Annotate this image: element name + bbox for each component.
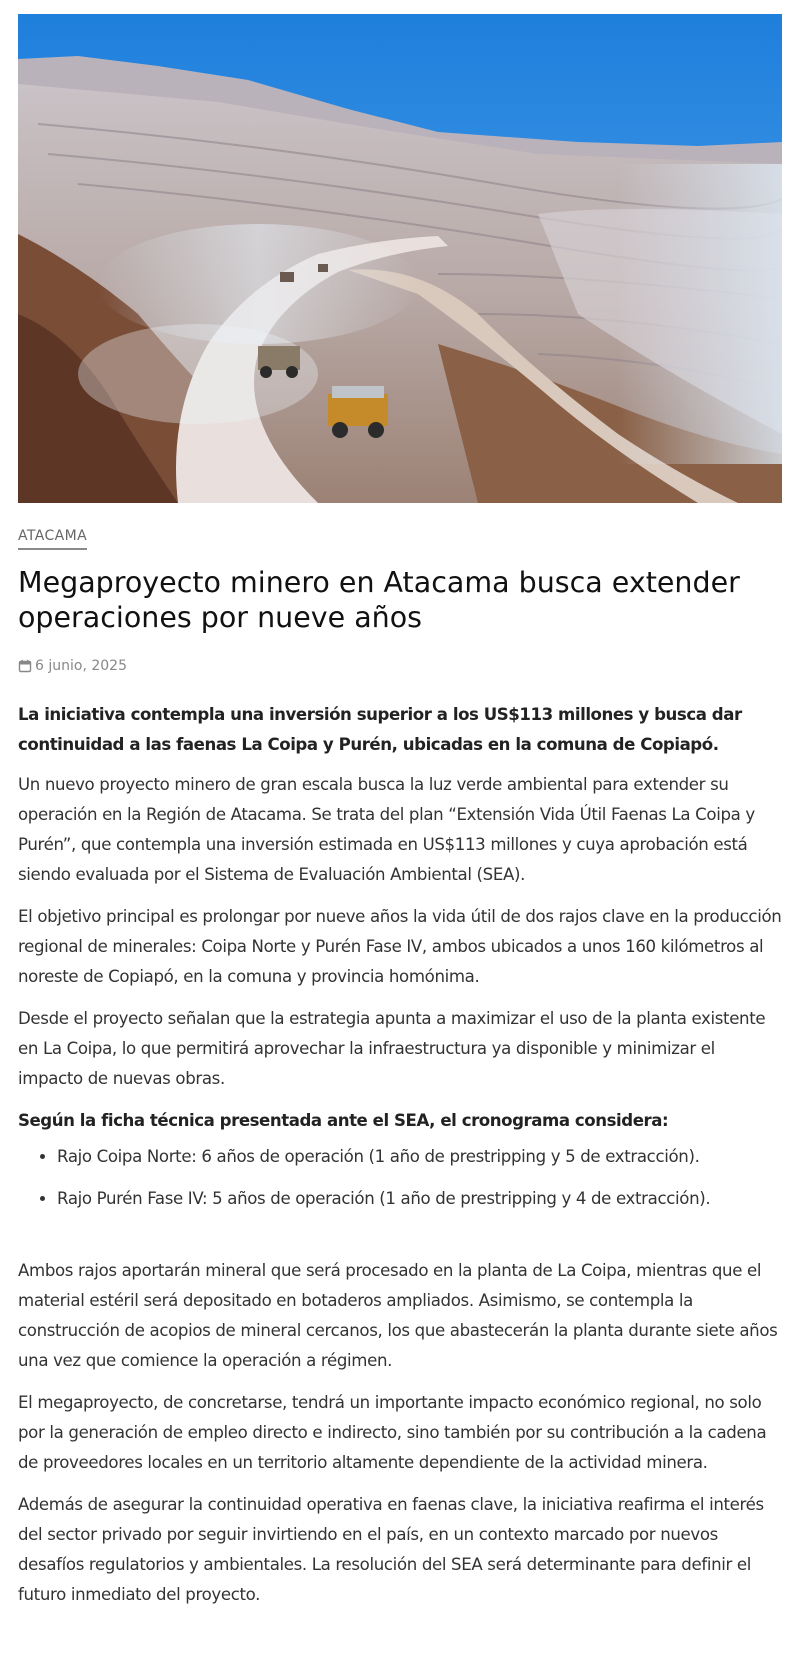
article-body [18,700,784,1622]
paragraph-5: El megaproyecto, de concretarse, tendrá un importante impacto económico regional, no solo por la generación de empleo directo e indirecto, sino también por su contribución a la cadena de proveedores locales en un territorio altamente dependiente de la actividad minera. [18,1393,767,1472]
category-link[interactable]: ATACAMA [18,528,87,550]
schedule-item-puren-fase-iv: • Rajo Purén Fase IV: 5 años de operación (1 año de prestripping y 4 de extracción). [57,1184,784,1214]
paragraph-6: Además de asegurar la continuidad operativa en faenas clave, la iniciativa reafirma el interés del sector privado por seguir invirtiendo en el país, en un contexto marcado por nuevos desafíos regulatorios y ambientales. La resolución del SEA será determinante para definir el futuro inmediato del proyecto. [18,1495,764,1604]
lead-paragraph: La iniciativa contempla una inversión superior a los US$113 millones y busca dar continuidad a las faenas La Coipa y Purén, ubicadas en la comuna de Copiapó. [18,705,742,754]
paragraph-4: Ambos rajos aportarán mineral que será procesado en la planta de La Coipa, mientras que el material estéril será depositado en botaderos ampliados. Asimismo, se contempla la construcción de acopios de mineral cercanos, los que abastecerán la planta durante siete años una vez que comience la operación a régimen. [18,1261,778,1370]
article-meta [18,658,127,674]
paragraph-1: Un nuevo proyecto minero de gran escala busca la luz verde ambiental para extender su operación en la Región de Atacama. Se trata del plan “Extensión Vida Útil Faenas La Coipa y Purén”, que contempla una inversión estimada en US$113 millones y cuya aprobación está siendo evaluada por el Sistema de Evaluación Ambiental (SEA). [18,775,755,884]
publish-date: 6 junio, 2025 [35,658,127,674]
article-title: Megaproyecto minero en Atacama busca extender operaciones por nueve años [18,566,740,634]
schedule-list [18,1142,784,1214]
paragraph-2: El objetivo principal es prolongar por nueve años la vida útil de dos rajos clave en la producción regional de minerales: Coipa Norte y Purén Fase IV, ambos ubicados a unos 160 kilómetros al noreste de Copiapó, en la comuna y provincia homónima. [18,907,782,986]
calendar-icon [18,659,32,673]
schedule-intro: Según la ficha técnica presentada ante el SEA, el cronograma considera: [18,1111,669,1130]
schedule-item-coipa-norte: • Rajo Coipa Norte: 6 años de operación (1 año de prestripping y 5 de extracción). [57,1142,784,1172]
mine-illustration [18,14,782,503]
hero-image-open-pit-mine [18,14,782,503]
paragraph-3: Desde el proyecto señalan que la estrategia apunta a maximizar el uso de la planta existente en La Coipa, lo que permitirá aprovechar la infraestructura ya disponible y minimizar el impacto de nuevas obras. [18,1009,766,1088]
